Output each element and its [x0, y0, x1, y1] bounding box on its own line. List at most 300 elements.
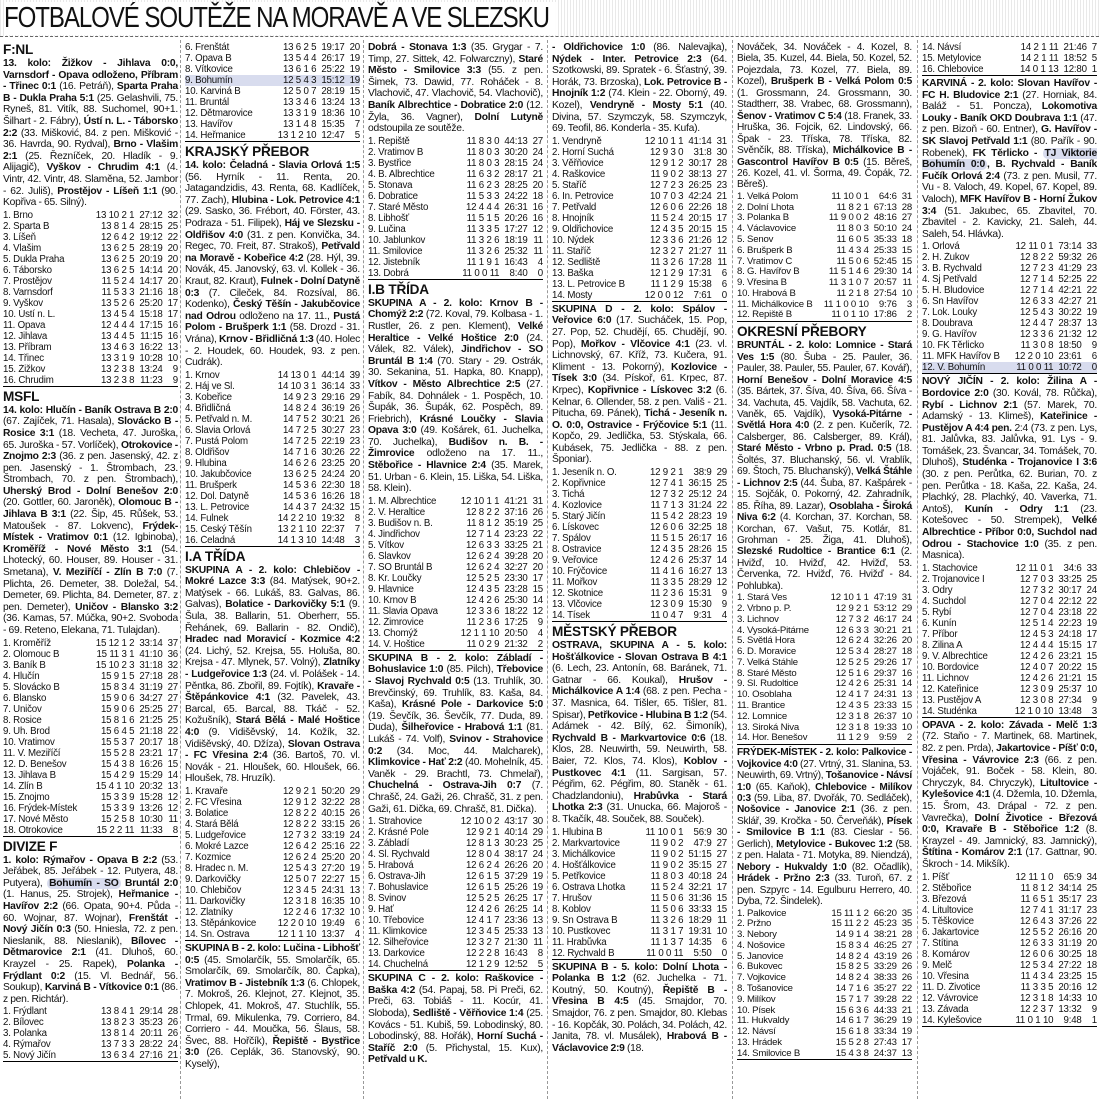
record: 11 3 2 6: [466, 234, 500, 246]
record: 15 3 3 9: [100, 802, 135, 814]
team-name: 5. Janovice: [737, 951, 784, 962]
team-name: 9. Hlubina: [185, 457, 227, 469]
points: 22: [1086, 274, 1097, 286]
record: 12 7 0 4: [1019, 595, 1054, 607]
points: 18: [716, 522, 727, 534]
team-name: 4. Hlučín: [3, 670, 40, 682]
table-row: [185, 381, 360, 392]
team-name: 16. Čeladná: [185, 535, 275, 547]
record: 11 2 1 8: [836, 287, 869, 299]
record: 14 1 3 10: [275, 535, 317, 547]
record: 12 7 0 3: [1019, 573, 1054, 585]
team-name: 9. Melč: [922, 959, 952, 971]
record: 12 8 2 2: [282, 807, 317, 819]
table-row: [552, 158, 727, 169]
record: 15 9 1 5: [100, 670, 135, 682]
points: 22: [1086, 915, 1097, 927]
score: 17:28: [688, 256, 712, 268]
team-name: 8. Staré Město: [737, 668, 797, 679]
score: 67:13: [873, 201, 897, 213]
points: 34: [1086, 871, 1097, 883]
record: 12 9 1 2: [649, 157, 684, 169]
table-row: [185, 53, 360, 64]
points: 13: [167, 341, 178, 353]
team-name: 4. Suchdol: [922, 595, 966, 607]
team-name: 3. Budišov n. B.: [368, 517, 433, 529]
record: 12 3 0 9: [649, 599, 684, 611]
points: 26: [901, 950, 912, 962]
score: 56:9: [693, 826, 712, 838]
record: 12 3 4 5: [282, 884, 317, 896]
team-name: 14. Studénka: [922, 706, 1012, 718]
record: 12 6 0 6: [649, 522, 684, 534]
record: 12 7 3 2: [649, 489, 684, 501]
table-row: [922, 607, 1097, 618]
score: 37:29: [504, 871, 528, 883]
score: 27:54: [873, 287, 897, 299]
points: 13: [167, 780, 178, 792]
team-name: 13. L. Petrovice B: [552, 278, 625, 290]
table-row: [368, 202, 543, 213]
record: 11 1 0 0 10: [823, 298, 869, 310]
score: 13:48: [1053, 706, 1081, 718]
points: 22: [716, 500, 727, 512]
points: 27: [716, 859, 727, 871]
table-row: [368, 849, 543, 860]
record: 11 9 0 2: [650, 837, 684, 849]
record: 12 4 1 7: [465, 915, 500, 927]
score: 15:35: [321, 119, 345, 130]
points: 24: [901, 613, 912, 625]
table-row: [552, 147, 727, 158]
table-row: [185, 64, 360, 75]
record: 12 3 0 9: [1019, 683, 1054, 695]
points: 17: [167, 297, 178, 309]
match-results: SKUPINA A - 2. kolo: Chlebičov - Mokré Lazce 3:3 (84. Matýsek, 90+2. Matýsek - 66. Lukáš, 83. Galvas, 86. Galvas), Bolatice - Darkovičky 5:1 (9. Šula, 38. Ballarin, 51. Oberherr, 55. Řehánek, 69. Ballarin - 82. Ondič), Hradec nad Moravicí - Kozmice 4:2 (24. Lichý, 52. Krejsa, 55. Holuša, 80. Krejsa - 47. Mlynek, 57. Volný), Zlatníky - Ludgeřovice 1:3 (24. vl. Polášek - 14. Pěntka, 86. Zbořil, 89. Fojtík), Kravaře - Štěpánkovice 4:1 (32. Pavelek, 43. Barcal, 65. Barcal, 88. Tkáč - 52. Kožušník), Stará Bělá - Malé Hoštice 4:0 (9. Vidišěvský, 14. Kožík, 32. Vidišěvský, 40. Džíza), Slovan Ostrava - FC Vřesina 2:4 (36. Bartoš, 70. vl. Novák - 21. Hloušek, 60. Hloušek, 66. Hloušek, 78. Hruzík).: [185, 564, 360, 785]
team-name: 6. D. Moravice: [737, 647, 796, 658]
score: 11:15: [140, 330, 163, 342]
team-name: 8. Komárov: [922, 948, 970, 960]
table-row: [552, 533, 727, 544]
table-row: [922, 706, 1097, 718]
team-name: 13. Dobrá: [368, 268, 459, 280]
points: 27: [167, 681, 178, 693]
team-name: 10. Třebovice: [368, 915, 424, 927]
team-name: 10. Frýčovice: [552, 566, 608, 578]
record: 11 5 1 4 6: [828, 266, 869, 278]
record: 15 4 2 9: [100, 769, 135, 781]
score: 19:31: [688, 925, 712, 937]
points: 29: [901, 603, 912, 615]
page-header: [0, 0, 1099, 37]
score: 25:16: [321, 840, 345, 852]
table-row: [552, 235, 727, 246]
table-row: [3, 254, 178, 265]
table-row: [368, 893, 543, 904]
standings-table: [368, 816, 543, 971]
record: 15 4 3 8: [828, 1049, 868, 1060]
score: 19:32: [321, 512, 345, 524]
team-name: 11. Brantice: [737, 701, 786, 712]
record: 13 1 4 8: [282, 119, 317, 130]
table-row: [922, 263, 1097, 274]
score: 5:50: [683, 948, 711, 960]
table-row: [737, 246, 912, 257]
score: 20:11: [140, 1028, 163, 1040]
points: 25: [1086, 882, 1097, 894]
table-row: [552, 599, 727, 610]
score: 53:12: [873, 603, 897, 615]
points: 33: [1086, 562, 1097, 574]
points: 22: [167, 231, 178, 243]
section-title: OKRESNÍ PŘEBORY: [737, 324, 867, 340]
score: 28:15: [504, 157, 528, 169]
score: 36:14: [321, 380, 345, 392]
score: 7:61: [683, 290, 711, 302]
score: 9:48: [1053, 1015, 1081, 1027]
record: 11 8 0 3: [466, 146, 500, 158]
team-name: 1. Palkovice: [737, 908, 787, 919]
team-name: 7. Štítina: [922, 937, 959, 949]
record: 11 1 2 9: [650, 278, 684, 290]
score: 30:26: [321, 446, 345, 458]
record: 14 7 2 5: [282, 424, 317, 436]
score: 15:38: [688, 278, 712, 290]
score: 34:14: [1058, 882, 1082, 894]
highlight: Bohumín - SO: [49, 877, 119, 889]
match-results: KARVINÁ - 2. kolo: Slovan Havířov - FC H. Bludovice 2:1 (27. Horniak, 84. Baláž - 51. Poncza), Lokomotiva Louky - Baník OKD Doubrava 1:1 (47. z pen. Bizoň - 60. Entner), G. Havířov - SK Slavoj Petřvald 1:1 (80. Pařík - 90. Robenek), FK Těrlicko - TJ Viktorie Bohumín 0:0 , B. Rychvald - Baník Fučík Orlová 2:4 (73. z pen. Musil, 77. Vu - 8. Valoch, 49. Kopel, 67. Kopel, 89. Valoch), MFK Havířov B - Horní Žukov 3:4 (51. Jakubec, 65. Zbavitel, 70. Zbavitel - 2. Kavicky, 21. Saleh, 44. Saleh, 54. Hlávka).: [922, 78, 1097, 240]
team-name: 13. Chomýž: [368, 627, 418, 639]
team-name: 6. In. Petrovice: [552, 190, 614, 202]
points: 10: [349, 108, 360, 119]
record: 12 6 2 4: [282, 851, 317, 863]
record: 12 2 0 10: [1014, 351, 1054, 363]
points: 0: [712, 290, 727, 302]
team-name: 4. B. Albrechtice: [368, 168, 435, 180]
section: [185, 42, 360, 142]
team-name: 13. L. Petrovice: [185, 501, 250, 513]
table-row: [552, 893, 727, 904]
score: 44:13: [504, 135, 528, 147]
score: 33:33: [688, 903, 712, 915]
record: 12 7 1 4: [1019, 285, 1054, 297]
table-row: [922, 960, 1097, 971]
team-name: 9. G. Havířov: [922, 329, 977, 341]
table-row: [922, 916, 1097, 927]
points: 19: [532, 871, 543, 883]
record: 13 8 1 4: [100, 1028, 135, 1040]
section-title: MĚSTSKÝ PŘEBOR: [552, 624, 677, 640]
score: 36:29: [873, 1015, 897, 1027]
score: 22:27: [321, 873, 345, 885]
score: 26:25: [504, 904, 528, 916]
record: 11 5 2 4: [650, 212, 684, 224]
table-row: [552, 136, 727, 147]
team-name: 12. Rychvald B: [552, 948, 642, 960]
record: 15 9 0 6: [100, 703, 135, 715]
points: 14: [716, 555, 727, 567]
record: 13 1 2 10: [275, 130, 317, 142]
points: 13: [349, 97, 360, 108]
team-name: 14. Zlín B: [3, 780, 43, 792]
score: 38:33: [873, 972, 897, 984]
record: 12 3 1 8: [1019, 992, 1054, 1004]
score: 10:30: [139, 813, 163, 825]
team-name: 10. Vřesina: [922, 970, 969, 982]
points: 29: [349, 785, 360, 797]
score: 14:17: [139, 275, 163, 287]
record: 12 6 4 2: [100, 231, 135, 243]
record: 11 3 2 6: [650, 914, 684, 926]
score: 28:37: [1058, 318, 1082, 330]
points: 11: [717, 245, 727, 257]
team-name: 3. Zábladí: [368, 838, 410, 850]
team-name: 9. Vřesina B: [737, 278, 787, 289]
score: 41:10: [139, 648, 163, 660]
score: 26:31: [504, 201, 528, 213]
points: 20: [532, 179, 543, 191]
team-name: 12. Řepiště B: [737, 310, 821, 321]
table-row: [368, 169, 543, 180]
team-name: 6. Dobratice: [368, 190, 418, 202]
record: 11 5 1 5: [650, 533, 684, 545]
table-row: [185, 797, 360, 808]
team-name: 12. Kateřinice: [922, 683, 979, 695]
score: 16:35: [321, 895, 345, 907]
team-name: 3. Polanka: [3, 1028, 47, 1040]
table-row: [552, 511, 727, 522]
table-row: [552, 467, 727, 478]
points: 6: [721, 936, 727, 948]
team-name: 2. Stěbořice: [922, 882, 972, 894]
points: 20: [532, 561, 543, 573]
score: 18:19: [504, 234, 528, 246]
points: 10: [901, 287, 912, 299]
team-name: 3. Odry: [922, 584, 953, 596]
team-name: 1. Vendryně: [552, 135, 602, 147]
points: 14: [901, 678, 912, 690]
table-row: [922, 629, 1097, 640]
score: 22:23: [1058, 617, 1082, 629]
table-row: [552, 904, 727, 915]
points: 11: [902, 277, 912, 289]
record: 13 6 1 6: [282, 64, 317, 75]
points: 33: [1086, 241, 1097, 253]
record: 14 5 3 6: [282, 479, 317, 491]
record: 11 2 3 6: [466, 616, 500, 628]
record: 11 8 2 1: [836, 201, 869, 213]
score: 19:49: [321, 917, 345, 929]
points: 35: [901, 918, 912, 930]
score: 27:12: [139, 209, 163, 221]
record: 14 7 5 2: [282, 413, 317, 425]
points: 18: [901, 646, 912, 658]
points: 26: [532, 506, 543, 518]
score: 35:33: [873, 234, 897, 246]
score: 16:43: [504, 948, 528, 960]
score: 21:18: [139, 725, 163, 737]
points: 24: [901, 223, 912, 235]
table-row: [185, 75, 360, 86]
record: 15 11 1 2: [831, 907, 869, 919]
page-title: FOTBALOVÉ SOUTĚŽE NA MORAVĚ A VE SLEZSKU: [4, 2, 556, 35]
score: 25:12: [688, 489, 712, 501]
team-name: 14. V. Hoštice: [368, 639, 458, 651]
table-row: [185, 436, 360, 447]
record: 12 1 0 10: [1012, 706, 1054, 718]
table-row: [185, 130, 360, 142]
match-results: 13. kolo: Žižkov - Jihlava 0:0, Varnsdorf - Opava odloženo, Příbram - Třinec 0:1 (16. Petráň), Sparta Praha B - Dukla Praha 5:1 (25. Gelashvili, 75. Ryneš, 81. Vitík, 88. Suchomel, 90+1. Šilhart - 2. Fábry), Ústí n. L. - Táborsko 2:2 (33. Mišković, 84. z pen. Mišković - 36. Havrda, 90. Rydval), Brno - Vlašim 2:1 (25. Řezníček, 20. Hladík - 9. Alijagič), Vyškov - Chrudim 4:1 (4. Vintr, 42. Vintr, 48. Slaměna, 52. Jambor - 62. Juliš), Prostějov - Líšeň 1:1 (90. Kopřiva - 65. Silný).: [3, 58, 179, 209]
section: [922, 376, 1097, 718]
record: 11 0 0 11: [459, 268, 499, 280]
standings-table: [922, 563, 1097, 718]
table-row: [368, 518, 543, 529]
section: [922, 720, 1097, 1027]
score: 9:59: [869, 733, 897, 744]
match-results: SKUPINA B - 2. kolo: Lučina - Libhošť 0:5 (45. Smolarčík, 55. Smolarčík, 65. Smolarčík, 69. Smolarčík, 80. Čapka), Vratimov B - Jistebník 1:3 (6. Chlopek, 7. Mokroš, 26. Klejnot, 27. Klejnot, 35. Chlopek, 41. Mokroš, 47. Stuchlík, 55. Trmal, 69. Mikulenka, 79. Corriero, 84. Corriero - 44. Moučka, 56. Šlaus, 58. Švec, 88. Hořčík), Řepiště - Bystřice 3:0 (26. Ceplák, 36. Stanovský, 90. Kyselý),: [185, 942, 361, 1070]
table-row: [185, 786, 360, 797]
score: 38:21: [873, 929, 897, 941]
match-results: SKUPINA D - 2. kolo: Spálov - Veřovice 6:0 (17. Sucháček, 15. Pop, 27. Pop, 52. Chudějí, 65. Chudějí, 90. Pop), Mořkov - Vlčovice 4:1 (23. vl. Lichnovský, 67. Kříž, 73. Kučera, 91. Kliment - 13. Pokorný), Kozlovice - Tísek 3:0 (34. Pískoř, 61. Krpec, 87. Krpec), Kopřivnice - Lískovec 3:2 (6. Kelnar, 6. Ollender, 58. z pen. Vališ - 21. Pitucha, 69. Pánek), Tichá - Jeseník n. O. 0:0, Ostravice - Frýčovice 5:1 (11. Kopčo, 29. Jedlička, 53. Stýskala, 66. Kubásek, 75. Jedlička - 88. z pen. Šponiar).: [552, 303, 728, 466]
team-name: 9. Lučina: [368, 223, 406, 235]
team-name: 1. M. Albrechtice: [368, 495, 437, 507]
score: 26:17: [321, 53, 345, 64]
team-name: 14. Heřmanice: [185, 130, 275, 142]
team-name: 1. Jeseník n. O.: [552, 467, 617, 479]
score: 24:22: [504, 190, 528, 202]
score: 22:26: [688, 201, 712, 213]
points: 16: [167, 330, 178, 342]
score: 48:16: [873, 212, 897, 224]
team-name: 18. Otrokovice: [3, 825, 93, 837]
team-name: 3. Michálkovice: [552, 848, 616, 860]
team-name: 3. Bolatice: [185, 807, 229, 819]
table-row: [922, 64, 1097, 76]
team-name: 7. Hrušov: [552, 892, 592, 904]
team-name: 8. Kr. Loučky: [368, 572, 422, 584]
table-row: [3, 682, 178, 693]
points: 10: [901, 721, 912, 733]
team-name: 2. Trojanovice I: [922, 573, 985, 585]
team-name: 14. Kylešovice: [922, 1015, 1012, 1027]
table-row: [922, 574, 1097, 585]
team-name: 7. Příbor: [922, 628, 958, 640]
team-name: 11. V. Meziříčí: [3, 747, 61, 759]
record: 12 8 2 2: [1019, 252, 1054, 264]
table-row: [368, 540, 543, 551]
record: 11 6 5 1: [1020, 893, 1054, 905]
table-row: [185, 42, 360, 53]
record: 12 6 0 6: [649, 201, 684, 213]
standings-table: [922, 872, 1097, 1027]
score: 21:27: [688, 245, 712, 257]
points: 24: [532, 157, 543, 169]
score: 12:52: [499, 959, 527, 971]
score: 20:15: [688, 223, 712, 235]
standings-table: [368, 496, 543, 651]
table-row: [922, 296, 1097, 307]
team-name: 13. Příbram: [3, 341, 52, 353]
match-results: OPAVA - 2. kolo: Závada - Melč 1:3 (72. Staňo - 7. Martinek, 68. Martinek, 82. z pen. Prda), Jakartovice - Píšť 0:0, Vřesina - Vávrovice 2:3 (66. z pen. Vojáček, 91. Boček - 58. Klein, 80. Chryczyk, 84. Chryczyk), Litultovice - Kylešovice 4:1 (4. Džemla, 10. Džemla, 15. Šrom, 43. Drápal - 72. z pen. Vavrečka), Dolní Životice - Březová 0:0, Kravaře B - Stěbořice 1:2 (8. Krayzel - 49. Jamnický, 83. Jamnický), Štítina - Komárov 2:1 (17. Gattnar, 90. Škroch - 14. Mikšík).: [922, 719, 1098, 870]
score: 38:17: [504, 849, 528, 861]
points: 25: [167, 220, 178, 232]
record: 15 7 1 7: [835, 993, 869, 1005]
score: 33:34: [873, 1026, 897, 1038]
section: [3, 42, 178, 387]
team-name: 8. G. Havířov B: [737, 267, 800, 278]
team-name: 4. Nošovice: [737, 940, 785, 951]
score: 27:20: [321, 862, 345, 874]
score: 32:27: [504, 561, 528, 573]
points: 14: [532, 904, 543, 916]
score: 27:18: [139, 670, 163, 682]
score: 21:32: [499, 639, 527, 651]
points: 13: [349, 884, 360, 896]
highlight: TJ Viktorie Bohumín 0:0: [922, 147, 1097, 171]
score: 47:9: [693, 837, 712, 849]
record: 11 7 1 3: [650, 500, 684, 512]
team-name: 4. Vlašim: [3, 242, 42, 254]
team-name: 3. Věřňovice: [552, 157, 604, 169]
score: 28:17: [504, 168, 528, 180]
table-row: [922, 673, 1097, 684]
table-row: [922, 905, 1097, 916]
section-title: DIVIZE F: [3, 838, 58, 854]
team-name: 10. Hrabová B: [737, 288, 796, 299]
points: 30: [532, 816, 543, 828]
team-name: 16. Chrudim: [3, 375, 93, 387]
points: 7: [354, 119, 360, 130]
record: 13 2 3 8: [100, 363, 135, 375]
record: 15 4 3 8: [100, 758, 135, 770]
column-4: [552, 40, 727, 1054]
points: 4: [712, 610, 727, 622]
score: 20:15: [688, 212, 712, 224]
record: 13 3 4 6: [282, 97, 317, 108]
table-row: [185, 535, 360, 547]
points: 24: [716, 870, 727, 882]
record: 15 6 1 8: [835, 1026, 869, 1038]
team-name: 6. Brušperk B: [737, 245, 793, 256]
table-row: [3, 748, 178, 759]
table-row: [922, 596, 1097, 607]
standings-table: [552, 467, 727, 622]
table-row: [3, 638, 178, 649]
match-results: OSTRAVA, SKUPINA A - 5. kolo: Hošťálkovice - Slovan Ostrava B 4:1 (6. Lech, 23. Antonín, 68. Baránek, 71. Gatnar - 66. Koukal), Hrušov - Michálkovice A 1:4 (68. z pen. Pecha - 37. Masnica, 64. Tišler, 65. Tišler, 81. Spisar), Petřkovice - Hlubina B 1:2 (54. Adámek - 42. Bílý, 62. Šimoník), Rychvald B - Markvartovice 0:6 (18. Klos, 28. Neuwirth, 59. Neuwirth, 58. Baier, 72. Klos, 74. Klos), Koblov - Pustkovec 4:1 (11. Sargisan, 57. Pégřim, 62. Pégřim, 80. Staněk - 61. Chadzlandoniu), Hrabůvka - Stará Lhotka 2:3 (31. Unucka, 66. Majoroš - 8. Tkačík, 48. Souček, 88. Souček).: [552, 640, 728, 825]
points: 24: [349, 829, 360, 841]
score: 16:26: [139, 758, 163, 770]
score: 34:6: [1063, 562, 1082, 574]
points: 27: [716, 848, 727, 860]
team-name: 9. Oldřichovice: [552, 223, 614, 235]
team-name: 14. Smilovice B: [737, 1049, 828, 1060]
table-row: [922, 362, 1097, 374]
section: [185, 549, 360, 941]
score: 30:17: [688, 157, 712, 169]
section: [3, 389, 178, 837]
points: 28: [167, 1006, 178, 1018]
score: 41:21: [504, 495, 528, 507]
column-2: [185, 40, 360, 1071]
score: 25:26: [504, 882, 528, 894]
points: 19: [901, 1026, 912, 1038]
record: 12 6 2 4: [835, 635, 869, 647]
table-row: [185, 513, 360, 524]
standings-table: [552, 827, 727, 960]
record: 11 2 3 6: [650, 588, 684, 600]
table-row: [922, 872, 1097, 883]
team-name: 7. Vojkovice: [737, 973, 786, 984]
